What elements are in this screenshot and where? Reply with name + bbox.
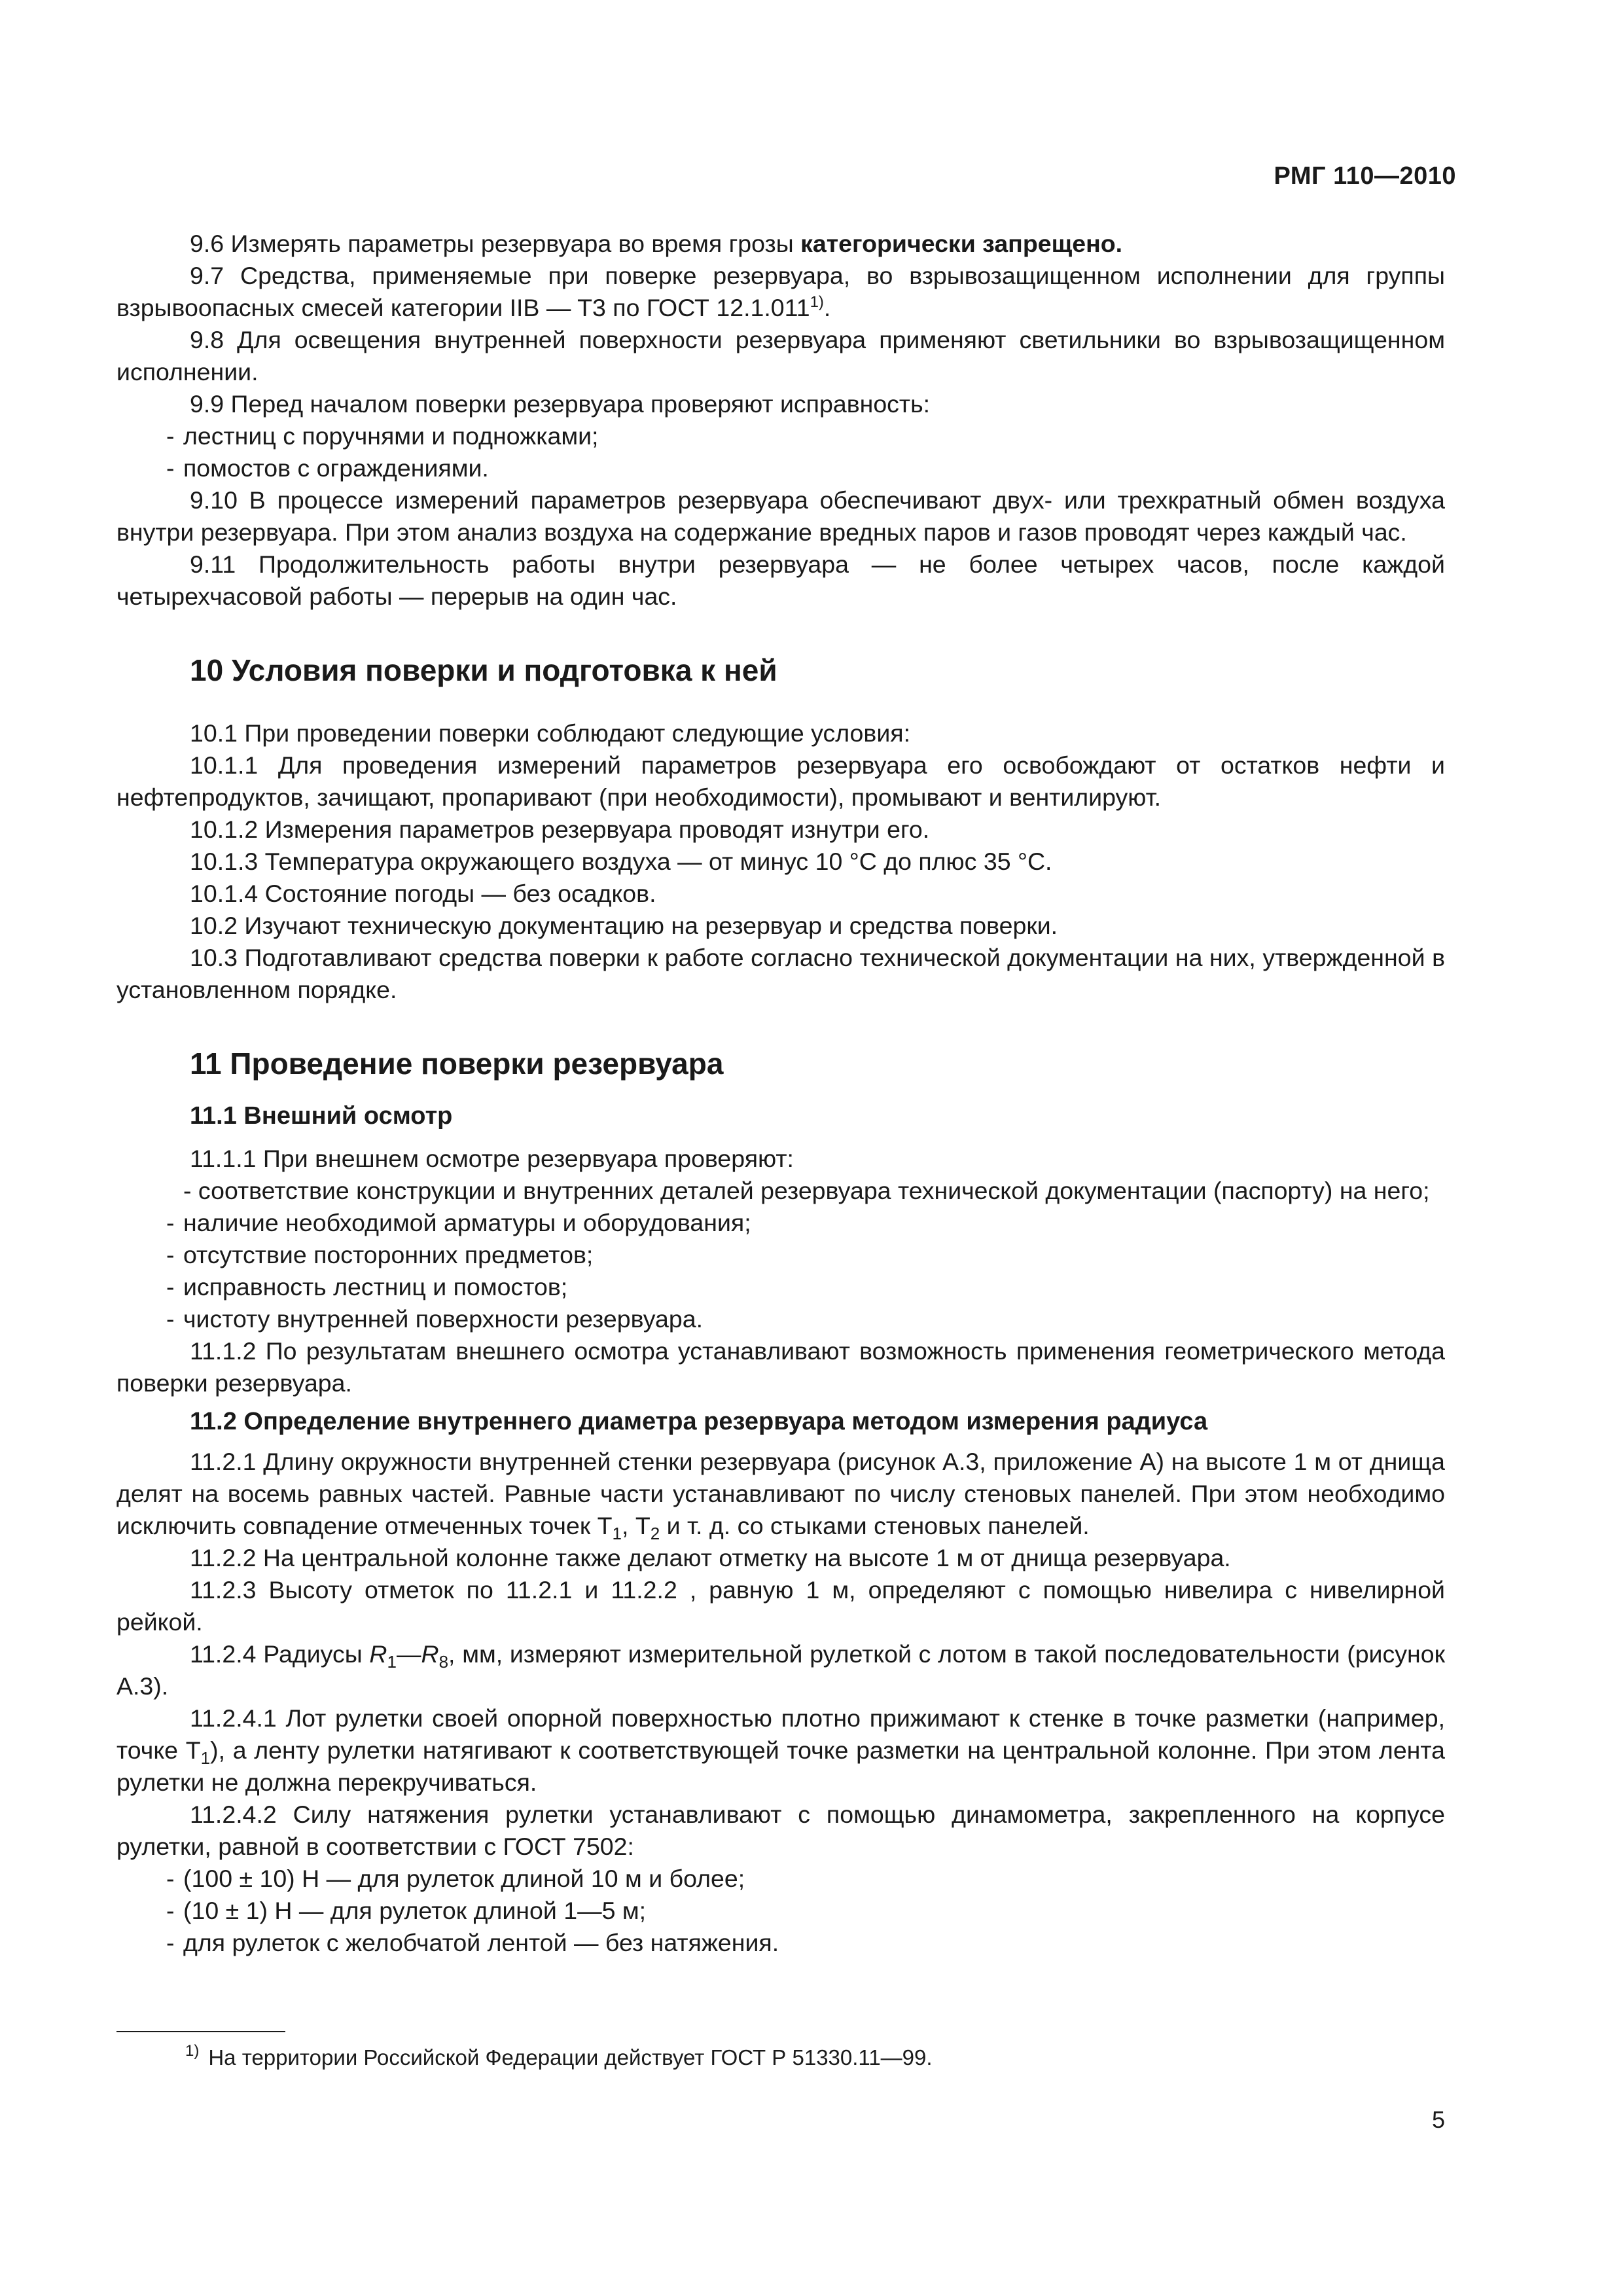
footnote-divider	[116, 2031, 285, 2032]
footnote-text: На территории Российской Федерации действует ГОСТ Р 51330.11—99.	[208, 2045, 933, 2070]
paragraph-text: 9.6 Измерять параметры резервуара во время грозы	[190, 230, 801, 257]
symbol-r: R	[369, 1640, 387, 1668]
paragraph-10-1-4: 10.1.4 Состояние погоды — без осадков.	[190, 880, 656, 907]
footnote-marker: 1)	[185, 2042, 200, 2060]
subscript: 1	[387, 1652, 397, 1672]
subsection-heading-11-1: 11.1 Внешний осмотр	[190, 1102, 453, 1130]
paragraph-text: 11.2.4.1 Лот рулетки своей опорной поверхностью плотно прижимают к стенке в точке разметки (например, точке Т	[116, 1704, 1445, 1764]
footnote	[185, 2043, 933, 2072]
page-number: 5	[1431, 2106, 1445, 2133]
paragraph-10-1: 10.1 При проведении поверки соблюдают следующие условия:	[190, 719, 910, 747]
paragraph-9-11: 9.11 Продолжительность работы внутри резервуара — не более четырех часов, после каждой четырехчасовой работы — перерыв на один час.	[116, 550, 1445, 610]
paragraph-11-1-1: 11.1.1 При внешнем осмотре резервуара проверяют:	[190, 1145, 794, 1172]
subscript: 8	[438, 1652, 449, 1672]
list-item: - исправность лестниц и помостов;	[116, 1271, 1445, 1303]
list-item: - соответствие конструкции и внутренних деталей резервуара технической документации (паспорту) на него;	[183, 1177, 1430, 1204]
paragraph-9-8: 9.8 Для освещения внутренней поверхности резервуара применяют светильники во взрывозащищенном исполнении.	[116, 326, 1445, 386]
paragraph-text: 11.2.4 Радиусы	[190, 1640, 370, 1668]
paragraph-11-2-4	[116, 1638, 1445, 1702]
list-item: - (100 ± 10) Н — для рулеток длиной 10 м и более;	[116, 1863, 1445, 1895]
paragraph-text: , Т	[622, 1512, 651, 1539]
symbol-r: R	[421, 1640, 439, 1668]
paragraph-text: , мм, измеряют измерительной рулеткой с лотом в такой последовательности (рисунок А.3).	[116, 1640, 1445, 1700]
list-item: - (10 ± 1) Н — для рулеток длиной 1—5 м;	[116, 1895, 1445, 1927]
paragraph-text: .	[823, 294, 831, 321]
paragraph-11-2-3: 11.2.3 Высоту отметок по 11.2.1 и 11.2.2 , равную 1 м, определяют с помощью нивелира с нивелирной рейкой.	[116, 1576, 1445, 1636]
subscript: 1	[200, 1748, 211, 1768]
page-body	[116, 228, 1445, 1959]
paragraph-text: 9.7 Средства, применяемые при поверке резервуара, во взрывозащищенном исполнении для группы взрывоопасных смесей категории IIB — T3 по ГОСТ 12.1.011	[116, 262, 1445, 321]
paragraph-text: ), а ленту рулетки натягивают к соответствующей точке разметки на центральной колонне. При этом лента рулетки не должна перекручиваться.	[116, 1736, 1445, 1796]
paragraph-10-3: 10.3 Подготавливают средства поверки к работе согласно технической документации на них, утвержденной в установленном порядке.	[116, 944, 1445, 1003]
paragraph-9-10: 9.10 В процессе измерений параметров резервуара обеспечивают двух- или трехкратный обмен воздуха внутри резервуара. При этом анализ воздуха на содержание вредных паров и газов проводят через каждый час.	[116, 486, 1445, 546]
list-item-text: соответствие конструкции и внутренних деталей резервуара технической документации (паспорту) на него;	[198, 1177, 1430, 1204]
paragraph-11-2-1	[116, 1446, 1445, 1542]
section-heading-10: 10 Условия поверки и подготовка к ней	[190, 653, 777, 687]
subsection-heading-11-2: 11.2 Определение внутреннего диаметра резервуара методом измерения радиуса	[190, 1408, 1208, 1435]
subscript: 2	[650, 1524, 660, 1543]
paragraph-11-2-4-1	[116, 1702, 1445, 1799]
paragraph-10-1-1: 10.1.1 Для проведения измерений параметров резервуара его освобождают от остатков нефти и нефтепродуктов, зачищают, пропаривают (при необходимости), промывают и вентилируют.	[116, 751, 1445, 811]
paragraph-11-2-4-2: 11.2.4.2 Силу натяжения рулетки устанавливают с помощью динамометра, закрепленного на корпусе рулетки, равной в соответствии с ГОСТ 7502:	[116, 1801, 1445, 1860]
emphasis-text: категорически запрещено.	[800, 230, 1123, 257]
subscript: 1	[612, 1524, 622, 1543]
list-item: - помостов с ограждениями.	[116, 452, 1445, 484]
paragraph-text: и т. д. со стыками стеновых панелей.	[660, 1512, 1090, 1539]
paragraph-10-2: 10.2 Изучают техническую документацию на резервуар и средства поверки.	[190, 912, 1058, 939]
list-item: - чистоту внутренней поверхности резервуара.	[116, 1303, 1445, 1335]
paragraph-text: 11.2.1 Длину окружности внутренней стенки резервуара (рисунок А.3, приложение А) на высоте 1 м от днища делят на восемь равных частей. Равные части устанавливают по числу стеновых панелей. При этом необходимо исключить совпадение отмеченных точек Т	[116, 1448, 1445, 1539]
footnote-ref: 1)	[810, 293, 824, 311]
paragraph-11-2-2: 11.2.2 На центральной колонне также делают отметку на высоте 1 м от днища резервуара.	[190, 1544, 1231, 1571]
list-item: - отсутствие посторонних предметов;	[116, 1239, 1445, 1271]
paragraph-9-6	[116, 228, 1445, 260]
paragraph-10-1-3: 10.1.3 Температура окружающего воздуха — от минус 10 °С до плюс 35 °С.	[190, 848, 1052, 875]
list-item: - для рулеток с желобчатой лентой — без натяжения.	[116, 1927, 1445, 1959]
paragraph-11-1-2: 11.1.2 По результатам внешнего осмотра устанавливают возможность применения геометрического метода поверки резервуара.	[116, 1337, 1445, 1397]
paragraph-text: —	[396, 1640, 421, 1668]
list-item: - лестниц с поручнями и подножками;	[116, 420, 1445, 452]
paragraph-9-9: 9.9 Перед началом поверки резервуара проверяют исправность:	[190, 390, 931, 418]
list-item: - наличие необходимой арматуры и оборудования;	[116, 1207, 1445, 1239]
paragraph-10-1-2: 10.1.2 Измерения параметров резервуара проводят изнутри его.	[190, 816, 930, 843]
standard-code: РМГ 110—2010	[1274, 162, 1456, 190]
section-heading-11: 11 Проведение поверки резервуара	[190, 1047, 724, 1081]
paragraph-9-7	[116, 260, 1445, 324]
